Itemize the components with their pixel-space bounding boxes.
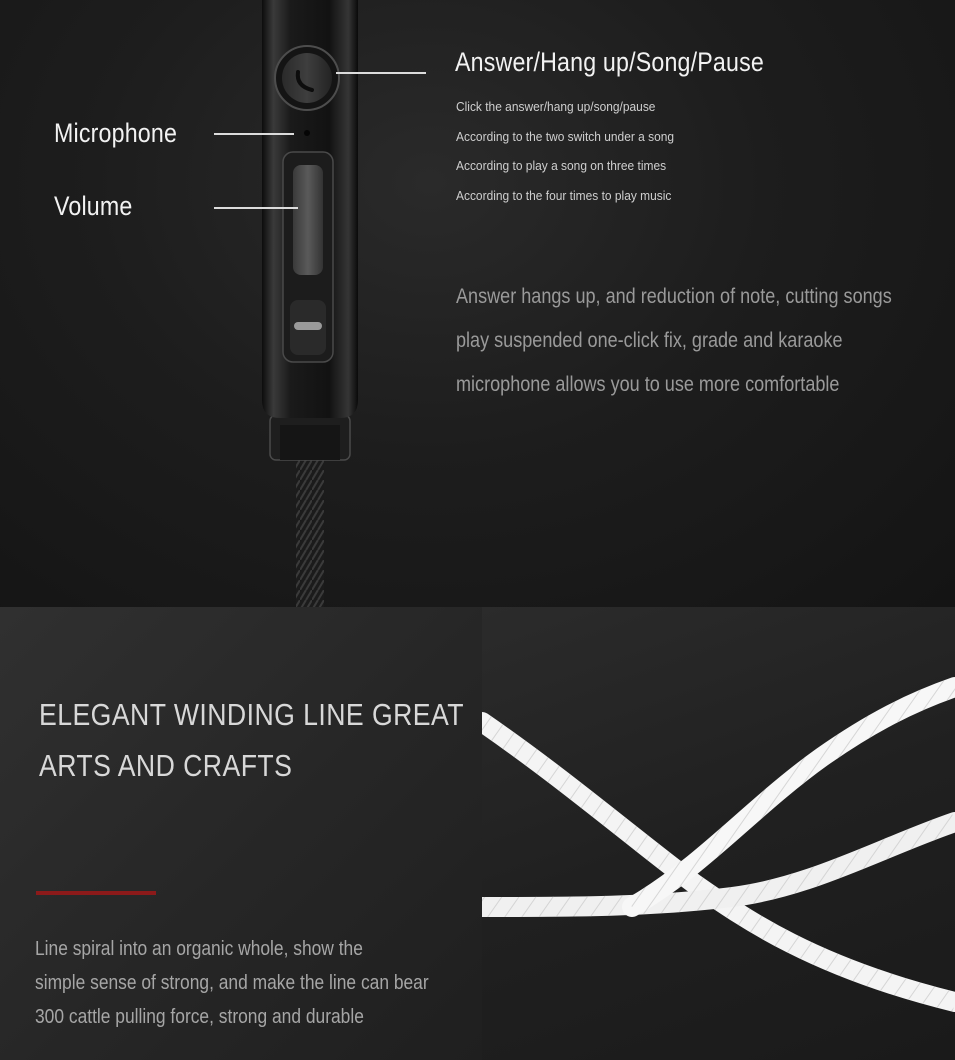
answer-title: Answer/Hang up/Song/Pause bbox=[455, 47, 764, 77]
cable-body-line: 300 cattle pulling force, strong and durable bbox=[35, 1006, 364, 1028]
microphone-label: Microphone bbox=[54, 118, 178, 148]
volume-label: Volume bbox=[54, 191, 133, 221]
instruction-line: According to the four times to play music bbox=[456, 188, 672, 203]
description-line: Answer hangs up, and reduction of note, cutting songs bbox=[456, 285, 892, 308]
cable-text-section bbox=[0, 607, 482, 1060]
cable-heading-line: ELEGANT WINDING LINE GREAT bbox=[39, 697, 464, 732]
description-line: microphone allows you to use more comfortable bbox=[456, 373, 840, 396]
instruction-line: Click the answer/hang up/song/pause bbox=[456, 99, 656, 114]
accent-rule bbox=[36, 891, 156, 895]
cable-body-line: simple sense of strong, and make the line can bear bbox=[35, 972, 429, 994]
white-cable-image bbox=[482, 607, 955, 1060]
cable-body-line: Line spiral into an organic whole, show the bbox=[35, 938, 363, 960]
instruction-line: According to play a song on three times bbox=[456, 158, 667, 173]
cable-image-section bbox=[482, 607, 955, 1060]
instruction-line: According to the two switch under a song bbox=[456, 129, 675, 144]
cable-heading-line: ARTS AND CRAFTS bbox=[39, 748, 293, 783]
description-line: play suspended one-click fix, grade and karaoke bbox=[456, 329, 843, 352]
